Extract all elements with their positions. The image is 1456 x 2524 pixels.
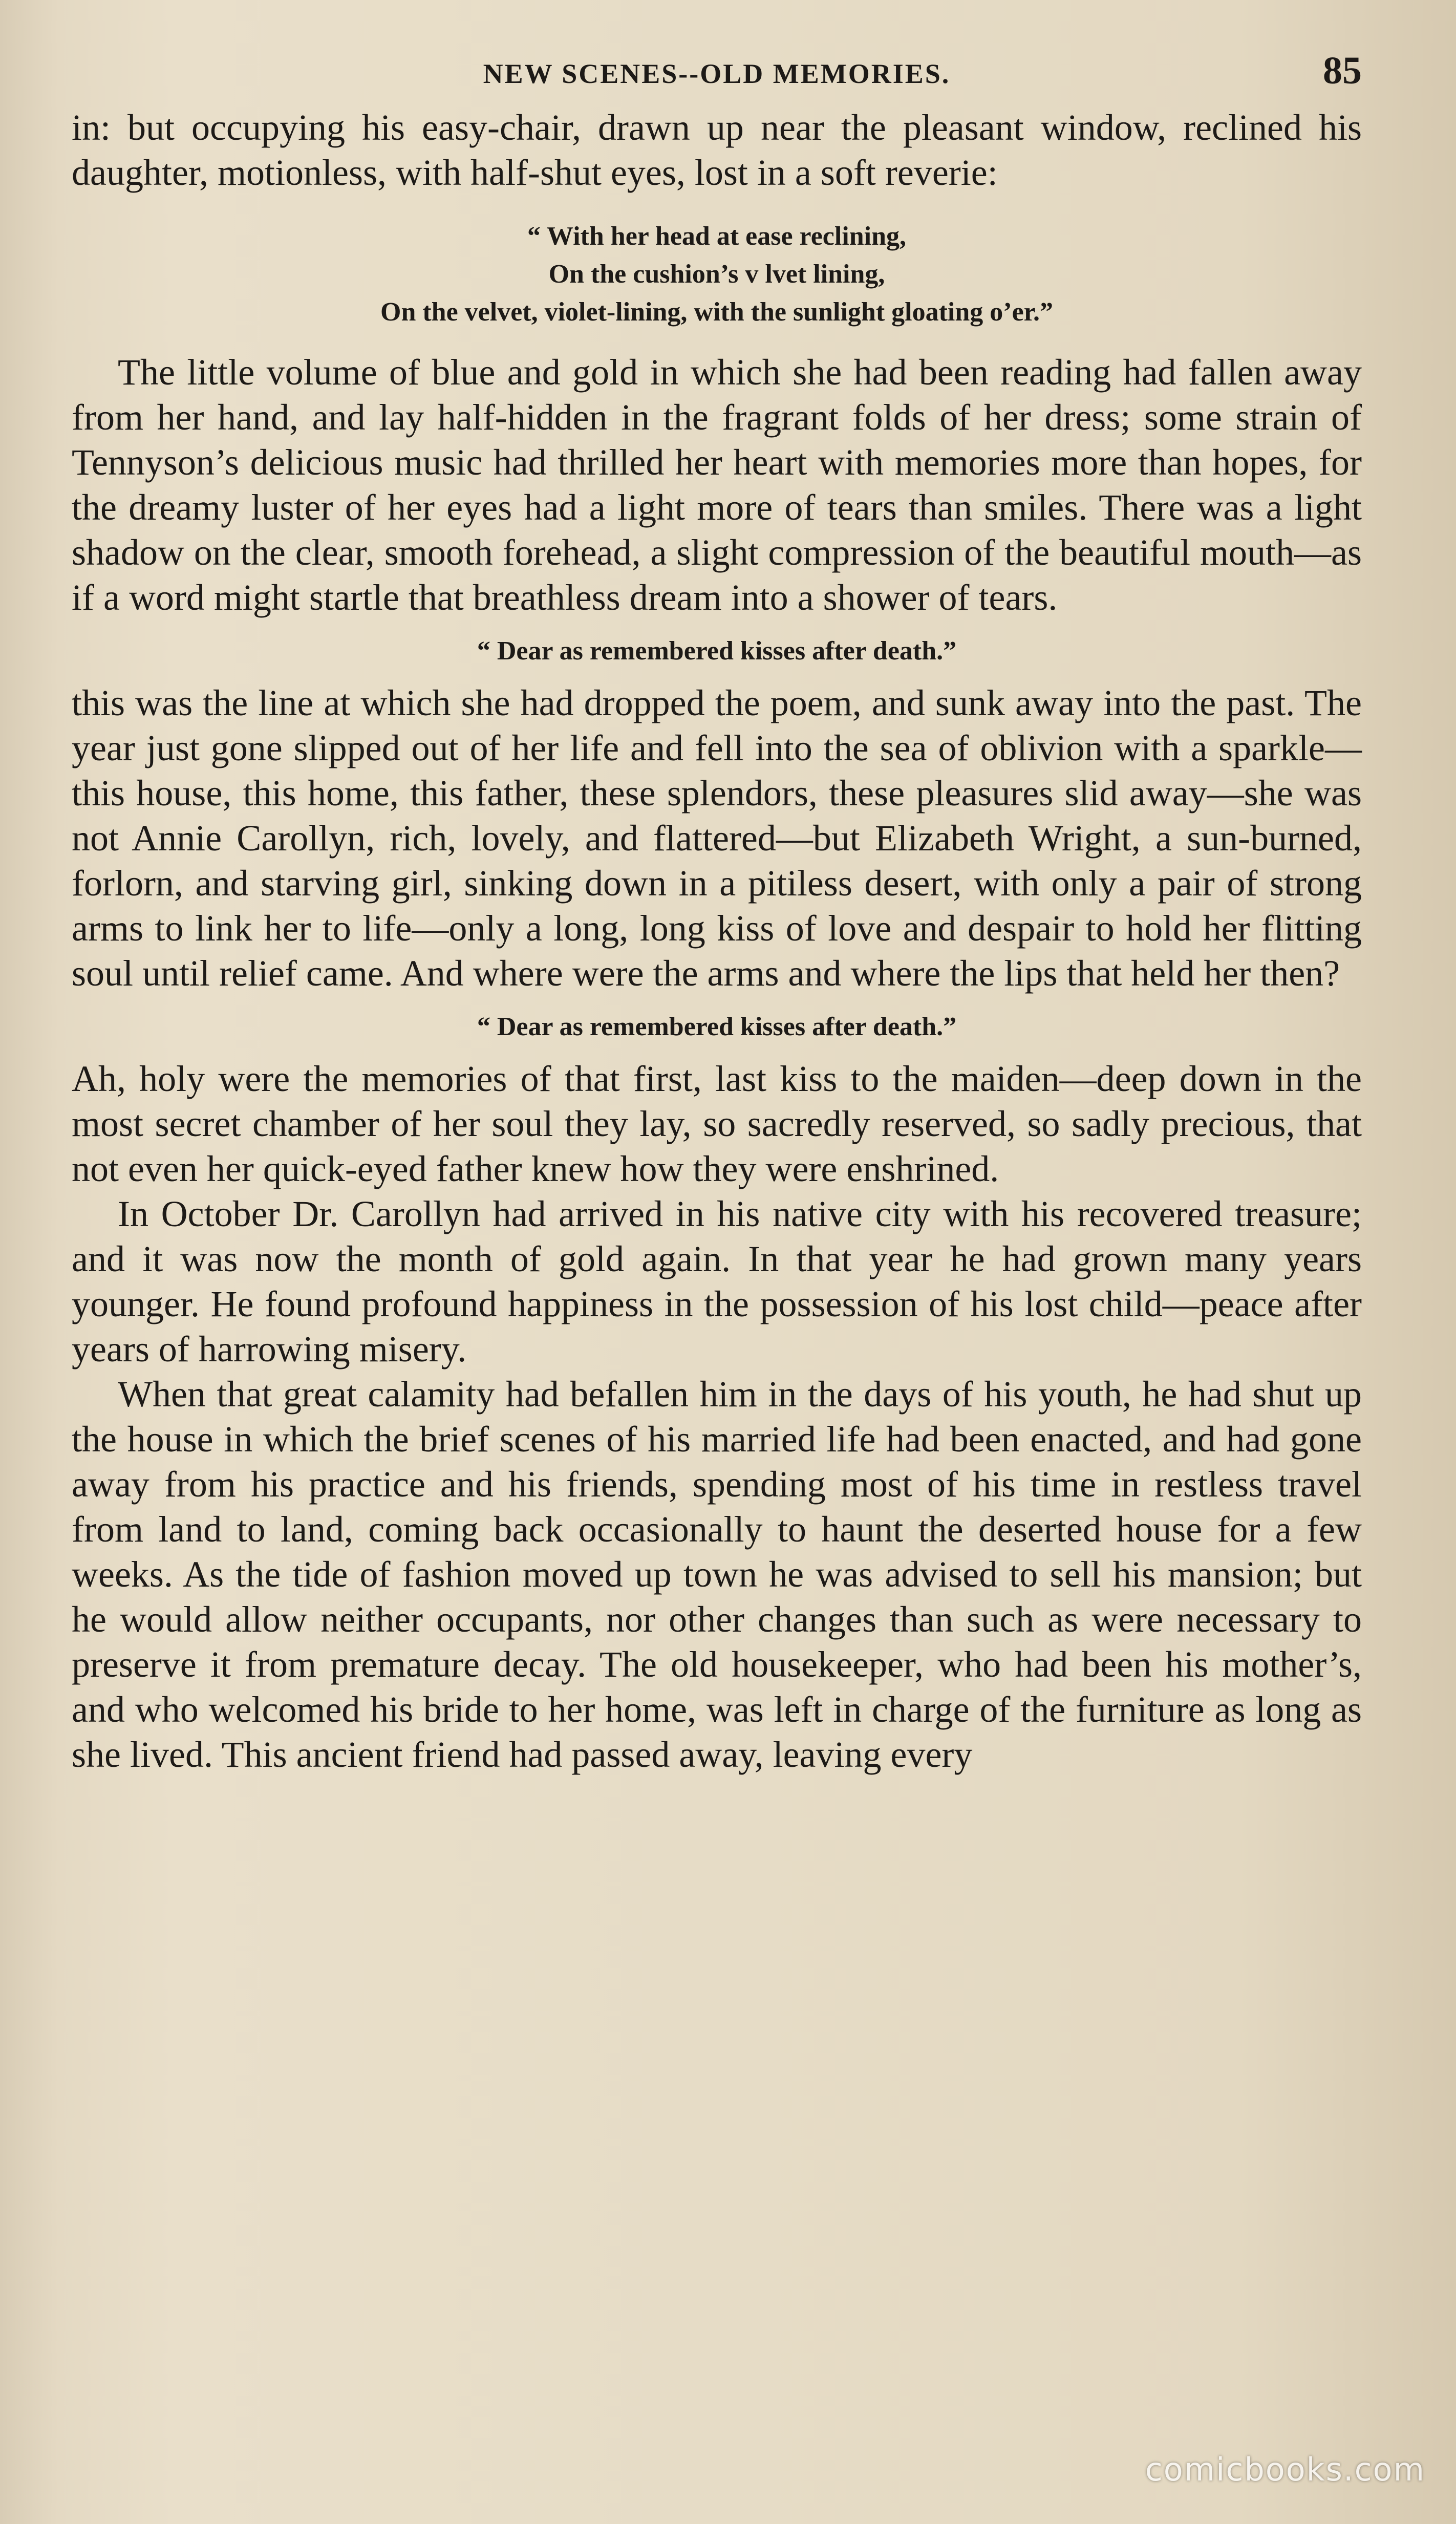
quotation-line: “ Dear as remembered kisses after death.” <box>477 1012 957 1041</box>
verse-line: “ With her head at ease reclining, <box>527 222 907 251</box>
page-content <box>72 49 1362 2317</box>
paragraph: this was the line at which she had dropped the poem, and sunk away into the past. The year just gone slipped out of her life and fell into the sea of oblivion with a sparkle—this house, this home, this father, these splendors, these pleasures slid away—she was not Annie Carollyn, rich, lovely, and flattered—but Elizabeth Wright, a sun-burned, forlorn, and starving girl, sinking down in a pitiless desert, with only a pair of strong arms to link her to life—only a long, long kiss of love and despair to hold her flitting soul until relief came. And where were the arms and where the lips that held her then? <box>72 682 1362 994</box>
paragraph: The little volume of blue and gold in which she had been reading had fallen away from her hand, and lay half-hidden in the fragrant folds of her dress; some strain of Tennyson’s delicious music had thrilled her heart with memories more than hopes, for the dreamy luster of her eyes had a light more of tears than smiles. There was a light shadow on the clear, smooth forehead, a slight compression of the beautiful mouth—as if a word might startle that breathless dream into a shower of tears. <box>72 352 1362 618</box>
body-text <box>72 105 1362 1777</box>
quotation-line: “ Dear as remembered kisses after death.” <box>477 636 957 666</box>
verse-line: On the cushion’s v lvet lining, <box>548 260 885 289</box>
watermark-text: comicbooks.com <box>1145 2451 1425 2488</box>
verse-line: On the velvet, violet-lining, with the sunlight gloating o’er.” <box>380 297 1053 327</box>
paragraph-opening: in: but occupying his easy-chair, drawn up near the pleasant window, reclined his daughter, motionless, with half-shut eyes, lost in a soft reverie: <box>72 107 1362 193</box>
verse-quotation <box>72 218 1362 331</box>
running-title: NEW SCENES--OLD MEMORIES. <box>483 58 951 89</box>
running-head <box>72 49 1362 105</box>
paragraph: When that great calamity had befallen him in the days of his youth, he had shut up the house in which the brief scenes of his married life had been enacted, and had gone away from his practice and his friends, spending most of his time in restless travel from land to land, coming back occasionally to haunt the deserted house for a few weeks. As the tide of fashion moved up town he was advised to sell his mansion; but he would allow neither occupants, nor other changes than such as were necessary to preserve it from premature decay. The old housekeeper, who had been his mother’s, and who welcomed his bride to her home, was left in charge of the furniture as long as she lived. This ancient friend had passed away, leaving every <box>72 1374 1362 1775</box>
page-number: 85 <box>1323 49 1362 92</box>
paragraph: Ah, holy were the memories of that first, last kiss to the maiden—deep down in the most secret chamber of her soul they lay, so sacredly reserved, so sadly precious, that not even her quick-eyed father knew how they were enshrined. <box>72 1058 1362 1189</box>
paragraph: In October Dr. Carollyn had arrived in his native city with his recovered treasure; and it was now the month of gold again. In that year he had grown many years younger. He found profound happiness in the possession of his lost child—peace after years of harrowing misery. <box>72 1193 1362 1370</box>
